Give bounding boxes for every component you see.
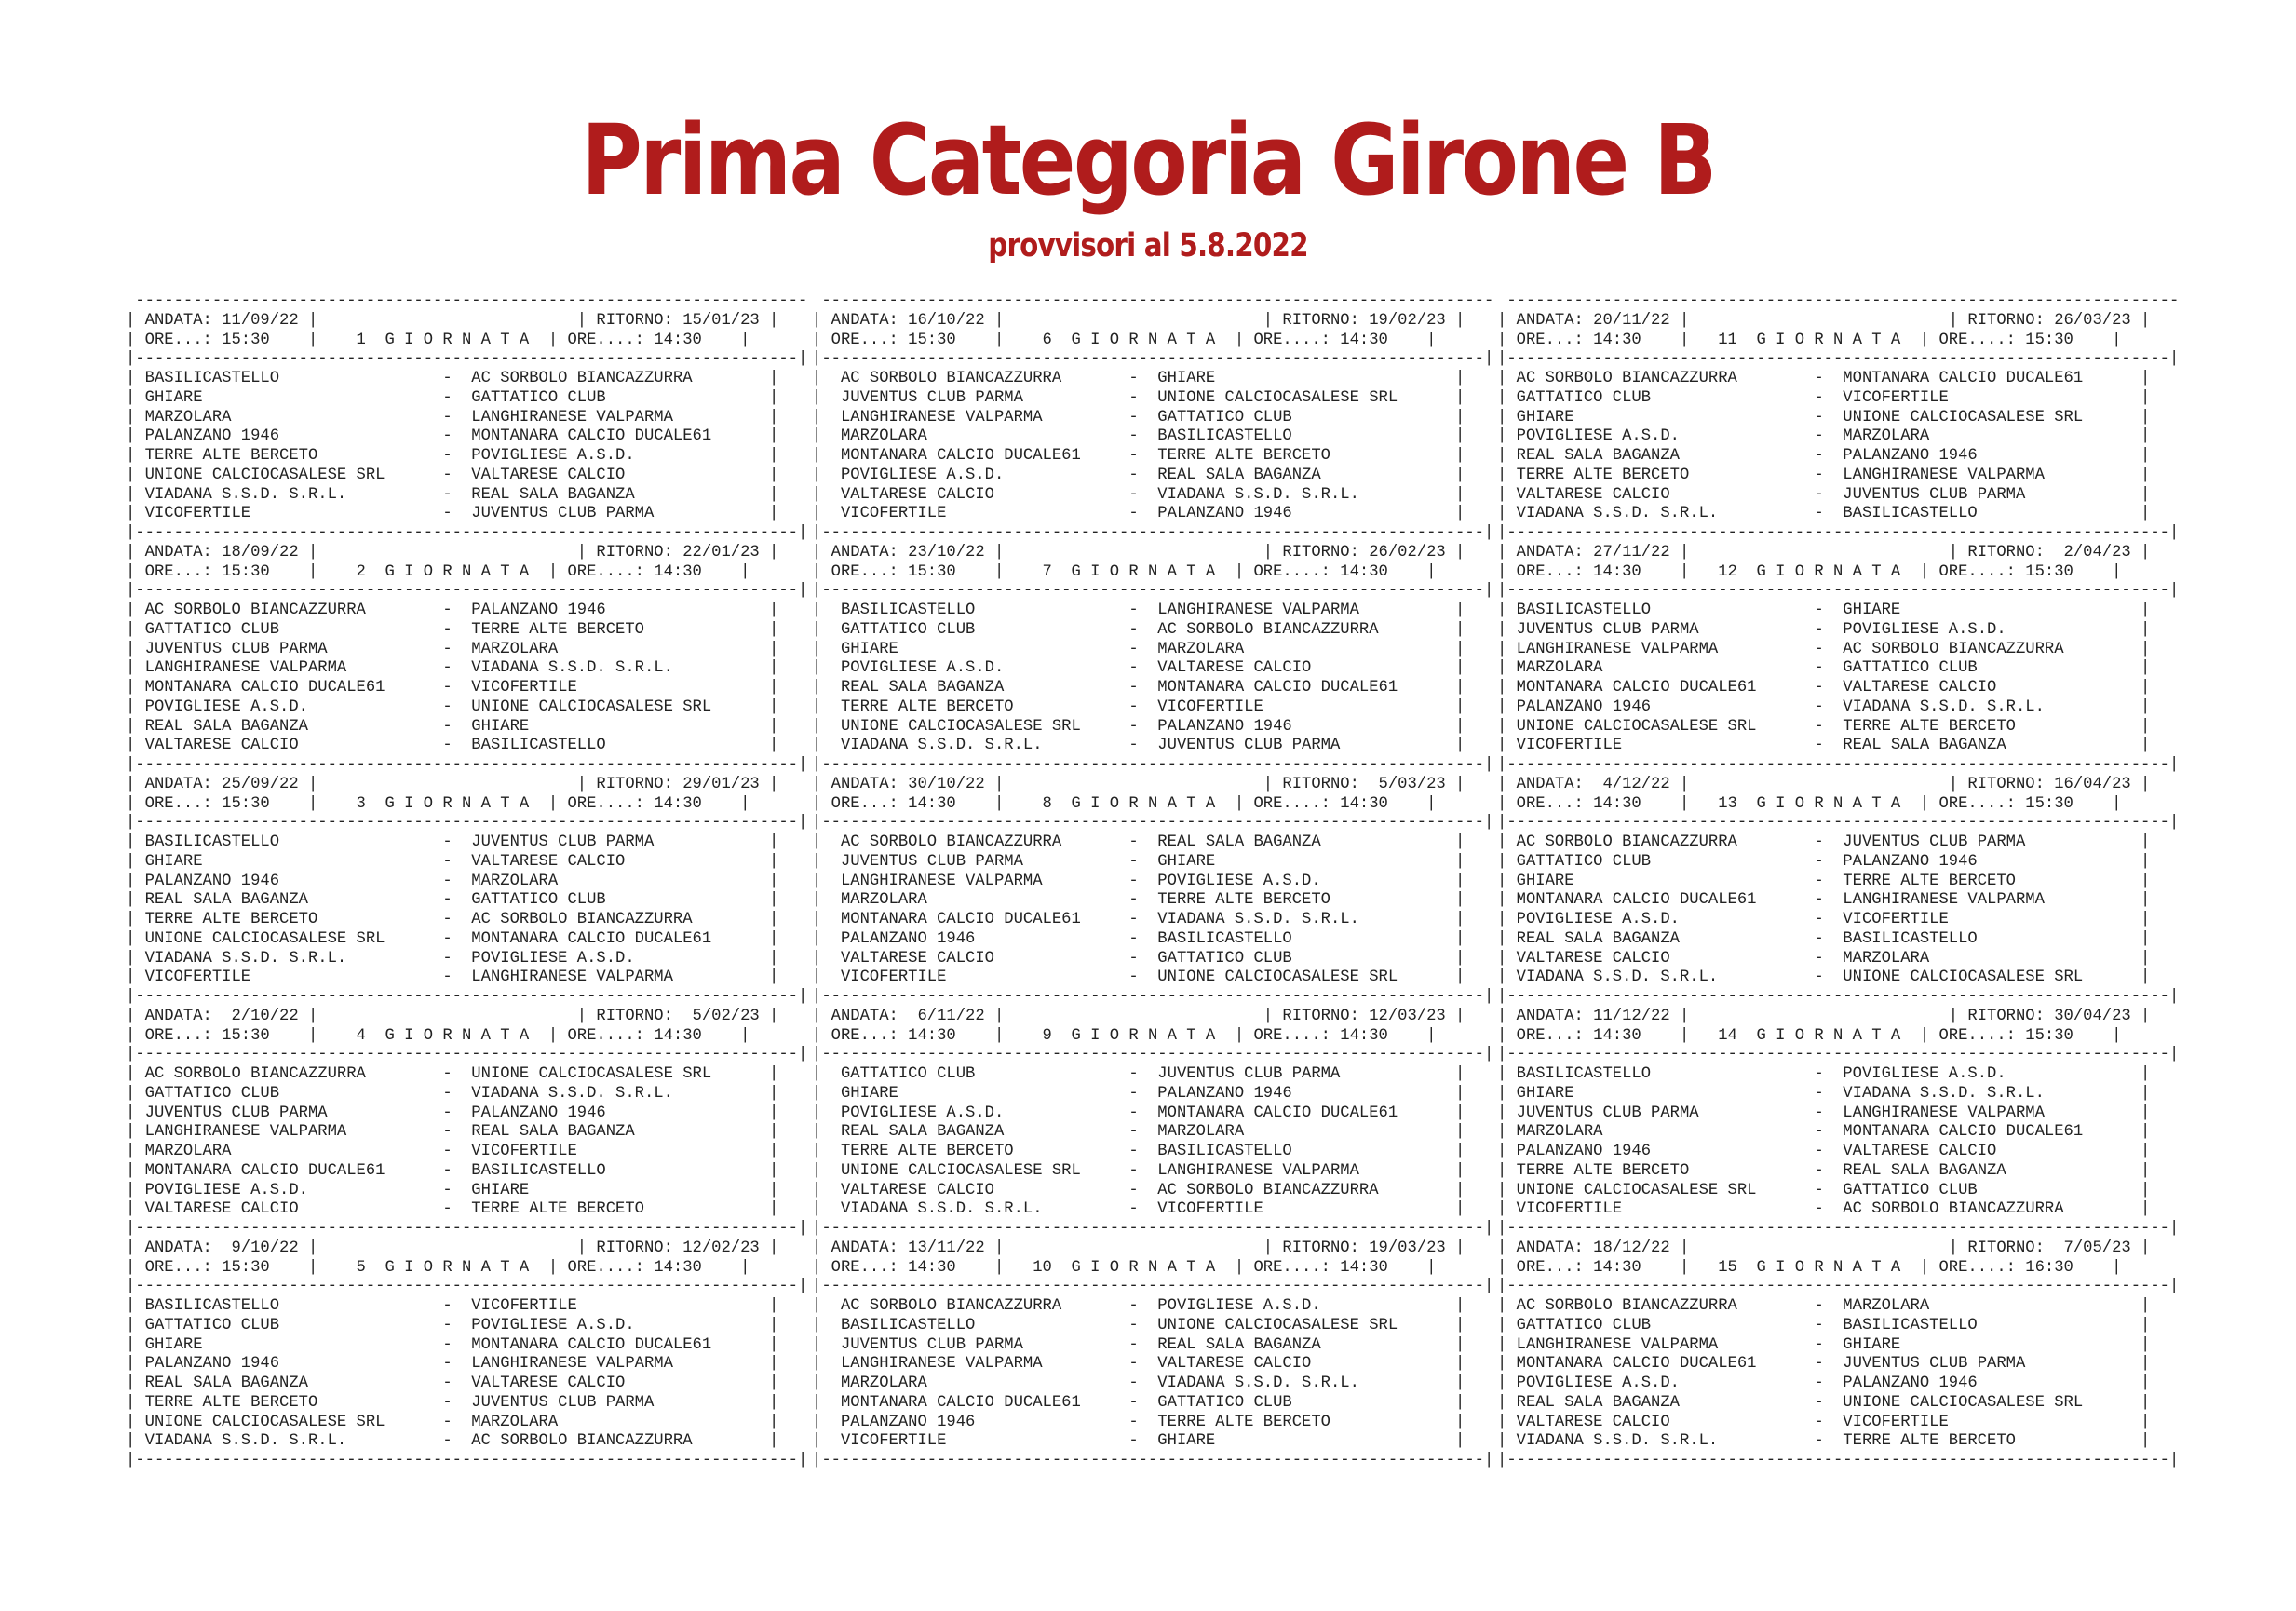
page-subtitle: provvisori al 5.8.2022 xyxy=(988,227,1308,264)
schedule-table-giornate-1-5: ---------------------------------------------------------------------- | ANDATA: 11/09/22 | | RITORNO: 15/01/23 | | ORE...: 15:30 | 1 G I O R N A T A | ORE....: 14:30 | |---------------------------------------------------------------------| | BASILICASTELLO - AC SORBOLO BIANCAZZURRA | | GHIARE - GATTATICO CLUB | | MARZOLARA - LANGHIRANESE VALPARMA | | PALANZANO 1946 - MONTANARA CALCIO DUCALE61 | | TERRE ALTE BERCETO - POVIGLIESE A.S.D. | | UNIONE CALCIOCASALESE SRL - VALTARESE CALCIO | | VIADANA S.S.D. S.R.L. - REAL SALA BAGANZA | | VICOFERTILE - JUVENTUS CLUB PARMA | |---------------------------------------------------------------------| | ANDATA: 18/09/22 | | RITORNO: 22/01/23 | | ORE...: 15:30 | 2 G I O R N A T A | ORE....: 14:30 | |---------------------------------------------------------------------| | AC SORBOLO BIANCAZZURRA - PALANZANO 1946 | | GATTATICO CLUB - TERRE ALTE BERCETO | | JUVENTUS CLUB PARMA - MARZOLARA | | LANGHIRANESE VALPARMA - VIADANA S.S.D. S.R.L. | | MONTANARA CALCIO DUCALE61 - VICOFERTILE | | POVIGLIESE A.S.D. - UNIONE CALCIOCASALESE SRL | | REAL SALA BAGANZA - GHIARE | | VALTARESE CALCIO - BASILICASTELLO | |---------------------------------------------------------------------| | ANDATA: 25/09/22 | | RITORNO: 29/01/23 | | ORE...: 15:30 | 3 G I O R N A T A | ORE....: 14:30 | |---------------------------------------------------------------------| | BASILICASTELLO - JUVENTUS CLUB PARMA | | GHIARE - VALTARESE CALCIO | | PALANZANO 1946 - MARZOLARA | | REAL SALA BAGANZA - GATTATICO CLUB | | TERRE ALTE BERCETO - AC SORBOLO BIANCAZZURRA | | UNIONE CALCIOCASALESE SRL - MONTANARA CALCIO DUCALE61 | | VIADANA S.S.D. S.R.L. - POVIGLIESE A.S.D. | | VICOFERTILE - LANGHIRANESE VALPARMA | |---------------------------------------------------------------------| | ANDATA: 2/10/22 | | RITORNO: 5/02/23 | | ORE...: 15:30 | 4 G I O R N A T A | ORE....: 14:30 | |---------------------------------------------------------------------| | AC SORBOLO BIANCAZZURRA - UNIONE CALCIOCASALESE SRL | | GATTATICO CLUB - VIADANA S.S.D. S.R.L. | | JUVENTUS CLUB PARMA - PALANZANO 1946 | | LANGHIRANESE VALPARMA - REAL SALA BAGANZA | | MARZOLARA - VICOFERTILE | | MONTANARA CALCIO DUCALE61 - BASILICASTELLO | | POVIGLIESE A.S.D. - GHIARE | | VALTARESE CALCIO - TERRE ALTE BERCETO | |---------------------------------------------------------------------| | ANDATA: 9/10/22 | | RITORNO: 12/02/23 | | ORE...: 15:30 | 5 G I O R N A T A | ORE....: 14:30 | |---------------------------------------------------------------------| | BASILICASTELLO - VICOFERTILE | | GATTATICO CLUB - POVIGLIESE A.S.D. | | GHIARE - MONTANARA CALCIO DUCALE61 | | PALANZANO 1946 - LANGHIRANESE VALPARMA | | REAL SALA BAGANZA - VALTARESE CALCIO | | TERRE ALTE BERCETO - JUVENTUS CLUB PARMA | | UNIONE CALCIOCASALESE SRL - MARZOLARA | | VIADANA S.S.D. S.R.L. - AC SORBOLO BIANCAZZURRA | |---------------------------------------------------------------------| xyxy=(126,292,808,1469)
schedule-table-giornate-11-15: ---------------------------------------------------------------------- | ANDATA: 20/11/22 | | RITORNO: 26/03/23 | | ORE...: 14:30 | 11 G I O R N A T A | ORE....: 15:30 | |---------------------------------------------------------------------| | AC SORBOLO BIANCAZZURRA - MONTANARA CALCIO DUCALE61 | | GATTATICO CLUB - VICOFERTILE | | GHIARE - UNIONE CALCIOCASALESE SRL | | POVIGLIESE A.S.D. - MARZOLARA | | REAL SALA BAGANZA - PALANZANO 1946 | | TERRE ALTE BERCETO - LANGHIRANESE VALPARMA | | VALTARESE CALCIO - JUVENTUS CLUB PARMA | | VIADANA S.S.D. S.R.L. - BASILICASTELLO | |---------------------------------------------------------------------| | ANDATA: 27/11/22 | | RITORNO: 2/04/23 | | ORE...: 14:30 | 12 G I O R N A T A | ORE....: 15:30 | |---------------------------------------------------------------------| | BASILICASTELLO - GHIARE | | JUVENTUS CLUB PARMA - POVIGLIESE A.S.D. | | LANGHIRANESE VALPARMA - AC SORBOLO BIANCAZZURRA | | MARZOLARA - GATTATICO CLUB | | MONTANARA CALCIO DUCALE61 - VALTARESE CALCIO | | PALANZANO 1946 - VIADANA S.S.D. S.R.L. | | UNIONE CALCIOCASALESE SRL - TERRE ALTE BERCETO | | VICOFERTILE - REAL SALA BAGANZA | |---------------------------------------------------------------------| | ANDATA: 4/12/22 | | RITORNO: 16/04/23 | | ORE...: 14:30 | 13 G I O R N A T A | ORE....: 15:30 | |---------------------------------------------------------------------| | AC SORBOLO BIANCAZZURRA - JUVENTUS CLUB PARMA | | GATTATICO CLUB - PALANZANO 1946 | | GHIARE - TERRE ALTE BERCETO | | MONTANARA CALCIO DUCALE61 - LANGHIRANESE VALPARMA | | POVIGLIESE A.S.D. - VICOFERTILE | | REAL SALA BAGANZA - BASILICASTELLO | | VALTARESE CALCIO - MARZOLARA | | VIADANA S.S.D. S.R.L. - UNIONE CALCIOCASALESE SRL | |---------------------------------------------------------------------| | ANDATA: 11/12/22 | | RITORNO: 30/04/23 | | ORE...: 14:30 | 14 G I O R N A T A | ORE....: 15:30 | |---------------------------------------------------------------------| | BASILICASTELLO - POVIGLIESE A.S.D. | | GHIARE - VIADANA S.S.D. S.R.L. | | JUVENTUS CLUB PARMA - LANGHIRANESE VALPARMA | | MARZOLARA - MONTANARA CALCIO DUCALE61 | | PALANZANO 1946 - VALTARESE CALCIO | | TERRE ALTE BERCETO - REAL SALA BAGANZA | | UNIONE CALCIOCASALESE SRL - GATTATICO CLUB | | VICOFERTILE - AC SORBOLO BIANCAZZURRA | |---------------------------------------------------------------------| | ANDATA: 18/12/22 | | RITORNO: 7/05/23 | | ORE...: 14:30 | 15 G I O R N A T A | ORE....: 16:30 | |---------------------------------------------------------------------| | AC SORBOLO BIANCAZZURRA - MARZOLARA | | GATTATICO CLUB - BASILICASTELLO | | LANGHIRANESE VALPARMA - GHIARE | | MONTANARA CALCIO DUCALE61 - JUVENTUS CLUB PARMA | | POVIGLIESE A.S.D. - PALANZANO 1946 | | REAL SALA BAGANZA - UNIONE CALCIOCASALESE SRL | | VALTARESE CALCIO - VICOFERTILE | | VIADANA S.S.D. S.R.L. - TERRE ALTE BERCETO | |---------------------------------------------------------------------| xyxy=(1497,292,2180,1469)
schedule-table-giornate-6-10: ---------------------------------------------------------------------- | ANDATA: 16/10/22 | | RITORNO: 19/02/23 | | ORE...: 15:30 | 6 G I O R N A T A | ORE....: 14:30 | |---------------------------------------------------------------------| | AC SORBOLO BIANCAZZURRA - GHIARE | | JUVENTUS CLUB PARMA - UNIONE CALCIOCASALESE SRL | | LANGHIRANESE VALPARMA - GATTATICO CLUB | | MARZOLARA - BASILICASTELLO | | MONTANARA CALCIO DUCALE61 - TERRE ALTE BERCETO | | POVIGLIESE A.S.D. - REAL SALA BAGANZA | | VALTARESE CALCIO - VIADANA S.S.D. S.R.L. | | VICOFERTILE - PALANZANO 1946 | |---------------------------------------------------------------------| | ANDATA: 23/10/22 | | RITORNO: 26/02/23 | | ORE...: 15:30 | 7 G I O R N A T A | ORE....: 14:30 | |---------------------------------------------------------------------| | BASILICASTELLO - LANGHIRANESE VALPARMA | | GATTATICO CLUB - AC SORBOLO BIANCAZZURRA | | GHIARE - MARZOLARA | | POVIGLIESE A.S.D. - VALTARESE CALCIO | | REAL SALA BAGANZA - MONTANARA CALCIO DUCALE61 | | TERRE ALTE BERCETO - VICOFERTILE | | UNIONE CALCIOCASALESE SRL - PALANZANO 1946 | | VIADANA S.S.D. S.R.L. - JUVENTUS CLUB PARMA | |---------------------------------------------------------------------| | ANDATA: 30/10/22 | | RITORNO: 5/03/23 | | ORE...: 14:30 | 8 G I O R N A T A | ORE....: 14:30 | |---------------------------------------------------------------------| | AC SORBOLO BIANCAZZURRA - REAL SALA BAGANZA | | JUVENTUS CLUB PARMA - GHIARE | | LANGHIRANESE VALPARMA - POVIGLIESE A.S.D. | | MARZOLARA - TERRE ALTE BERCETO | | MONTANARA CALCIO DUCALE61 - VIADANA S.S.D. S.R.L. | | PALANZANO 1946 - BASILICASTELLO | | VALTARESE CALCIO - GATTATICO CLUB | | VICOFERTILE - UNIONE CALCIOCASALESE SRL | |---------------------------------------------------------------------| | ANDATA: 6/11/22 | | RITORNO: 12/03/23 | | ORE...: 14:30 | 9 G I O R N A T A | ORE....: 14:30 | |---------------------------------------------------------------------| | GATTATICO CLUB - JUVENTUS CLUB PARMA | | GHIARE - PALANZANO 1946 | | POVIGLIESE A.S.D. - MONTANARA CALCIO DUCALE61 | | REAL SALA BAGANZA - MARZOLARA | | TERRE ALTE BERCETO - BASILICASTELLO | | UNIONE CALCIOCASALESE SRL - LANGHIRANESE VALPARMA | | VALTARESE CALCIO - AC SORBOLO BIANCAZZURRA | | VIADANA S.S.D. S.R.L. - VICOFERTILE | |---------------------------------------------------------------------| | ANDATA: 13/11/22 | | RITORNO: 19/03/23 | | ORE...: 14:30 | 10 G I O R N A T A | ORE....: 14:30 | |---------------------------------------------------------------------| | AC SORBOLO BIANCAZZURRA - POVIGLIESE A.S.D. | | BASILICASTELLO - UNIONE CALCIOCASALESE SRL | | JUVENTUS CLUB PARMA - REAL SALA BAGANZA | | LANGHIRANESE VALPARMA - VALTARESE CALCIO | | MARZOLARA - VIADANA S.S.D. S.R.L. | | MONTANARA CALCIO DUCALE61 - GATTATICO CLUB | | PALANZANO 1946 - TERRE ALTE BERCETO | | VICOFERTILE - GHIARE | |---------------------------------------------------------------------| xyxy=(812,292,1494,1469)
schedule-column-2 xyxy=(812,292,1494,1471)
schedule-column-3 xyxy=(1497,292,2180,1471)
schedule-column-1 xyxy=(126,292,808,1471)
page-title: Prima Categoria Girone B xyxy=(581,103,1715,217)
